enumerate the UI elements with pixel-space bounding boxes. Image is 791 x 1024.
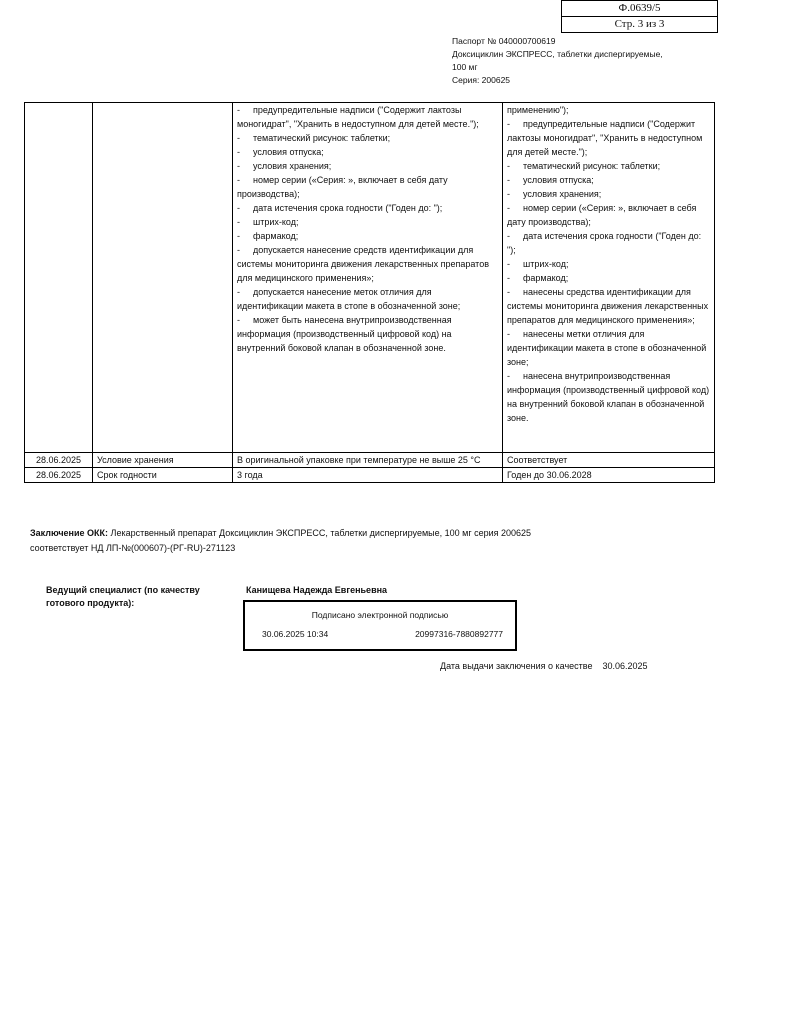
list-item: - номер серии («Серия: », включает в себя дату производства); <box>237 175 448 199</box>
list-item: - условия отпуска; <box>237 147 324 157</box>
product-name-line2: 100 мг <box>452 62 478 72</box>
list-item: - фармакод; <box>507 273 569 283</box>
cell-date: 28.06.2025 <box>25 453 93 468</box>
list-item: - условия хранения; <box>507 189 602 199</box>
list-item: - номер серии («Серия: », включает в себя дату производства); <box>507 203 697 227</box>
list-item: - штрих-код; <box>507 259 569 269</box>
cell-date: 28.06.2025 <box>25 468 93 483</box>
issue-date-line <box>440 660 648 673</box>
list-item: - дата истечения срока годности ("Годен до: "); <box>507 231 702 255</box>
series-number: Серия: 200625 <box>452 75 511 85</box>
list-item: - предупредительные надписи ("Содержит лактозы моногидрат", "Хранить в недоступном для детей месте."); <box>237 105 479 129</box>
signature-title: Подписано электронной подписью <box>311 610 449 620</box>
cell-result: Годен до 30.06.2028 <box>503 468 715 483</box>
conclusion-text-2: соответствует НД ЛП-№(000607)-(РГ-RU)-271123 <box>30 543 236 553</box>
list-item: - может быть нанесена внутрипроизводственная информация (производственный цифровой код) на внутренний боковой клапан в обозначенной зоне. <box>237 315 452 353</box>
list-item: - нанесены метки отличия для идентификации макета в стопе в обозначенной зоне; <box>507 329 707 367</box>
list-item: - тематический рисунок: таблетки; <box>237 133 391 143</box>
passport-header <box>452 35 712 87</box>
list-item: - условия отпуска; <box>507 175 594 185</box>
cell-requirement: В оригинальной упаковке при температуре не выше 25 °С <box>233 453 503 468</box>
table-row-storage <box>25 453 715 468</box>
list-item: - фармакод; <box>237 231 299 241</box>
conclusion-text: Лекарственный препарат Доксициклин ЭКСПРЕСС, таблетки диспергируемые, 100 мг серия 200625 <box>110 528 532 538</box>
list-item: - штрих-код; <box>237 217 299 227</box>
cell-parameter-empty <box>93 103 233 453</box>
list-item: - нанесены средства идентификации для системы мониторинга движения лекарственных препаратов для медицинского применения»; <box>507 287 709 325</box>
list-item: - условия хранения; <box>237 161 332 171</box>
page-indicator: Стр. 3 из 3 <box>562 16 717 32</box>
list-item: - дата истечения срока годности ("Годен до: "); <box>237 203 443 213</box>
cell-parameter: Условие хранения <box>93 453 233 468</box>
specialist-name: Канищева Надежда Евгеньевна <box>246 585 388 595</box>
list-item: - допускается нанесение меток отличия для идентификации макета в стопе в обозначенной зоне; <box>237 287 461 311</box>
passport-number: Паспорт № 040000700619 <box>452 36 556 46</box>
list-item: - предупредительные надписи ("Содержит лактозы моногидрат", "Хранить в недоступном для детей месте."); <box>507 119 703 157</box>
list-item: - допускается нанесение средств идентификации для системы мониторинга движения лекарственных препаратов для медицинского применения»; <box>237 245 489 283</box>
cell-result <box>503 103 715 453</box>
cell-requirement: 3 года <box>233 468 503 483</box>
list-item: - нанесена внутрипроизводственная информация (производственный цифровой код) на внутренний боковой клапан в обозначенной зоне. <box>507 371 710 423</box>
form-code: Ф.0639/5 <box>618 2 661 14</box>
cell-parameter: Срок годности <box>93 468 233 483</box>
issue-date-label: Дата выдачи заключения о качестве <box>440 661 593 671</box>
issue-date-value: 30.06.2025 <box>602 661 648 671</box>
cell-date-empty <box>25 103 93 453</box>
cell-result: Соответствует <box>503 453 715 468</box>
product-name-line1: Доксициклин ЭКСПРЕСС, таблетки диспергируемые, <box>452 49 663 59</box>
signature-datetime: 30.06.2025 10:34 <box>262 629 329 639</box>
e-signature-stamp <box>243 600 517 651</box>
specialist-role: Ведущий специалист (по качеству готового продукта): <box>46 585 200 608</box>
signature-id: 20997316-7880892777 <box>415 629 503 639</box>
cell-requirement <box>233 103 503 453</box>
table-row-continuation <box>25 103 715 453</box>
table-row-shelf-life <box>25 468 715 483</box>
form-number-box <box>561 0 718 33</box>
qc-conclusion <box>30 526 750 556</box>
result-head: применению"); <box>507 105 569 115</box>
quality-table <box>24 102 715 483</box>
conclusion-label: Заключение ОКК: <box>30 528 109 538</box>
list-item: - тематический рисунок: таблетки; <box>507 161 661 171</box>
